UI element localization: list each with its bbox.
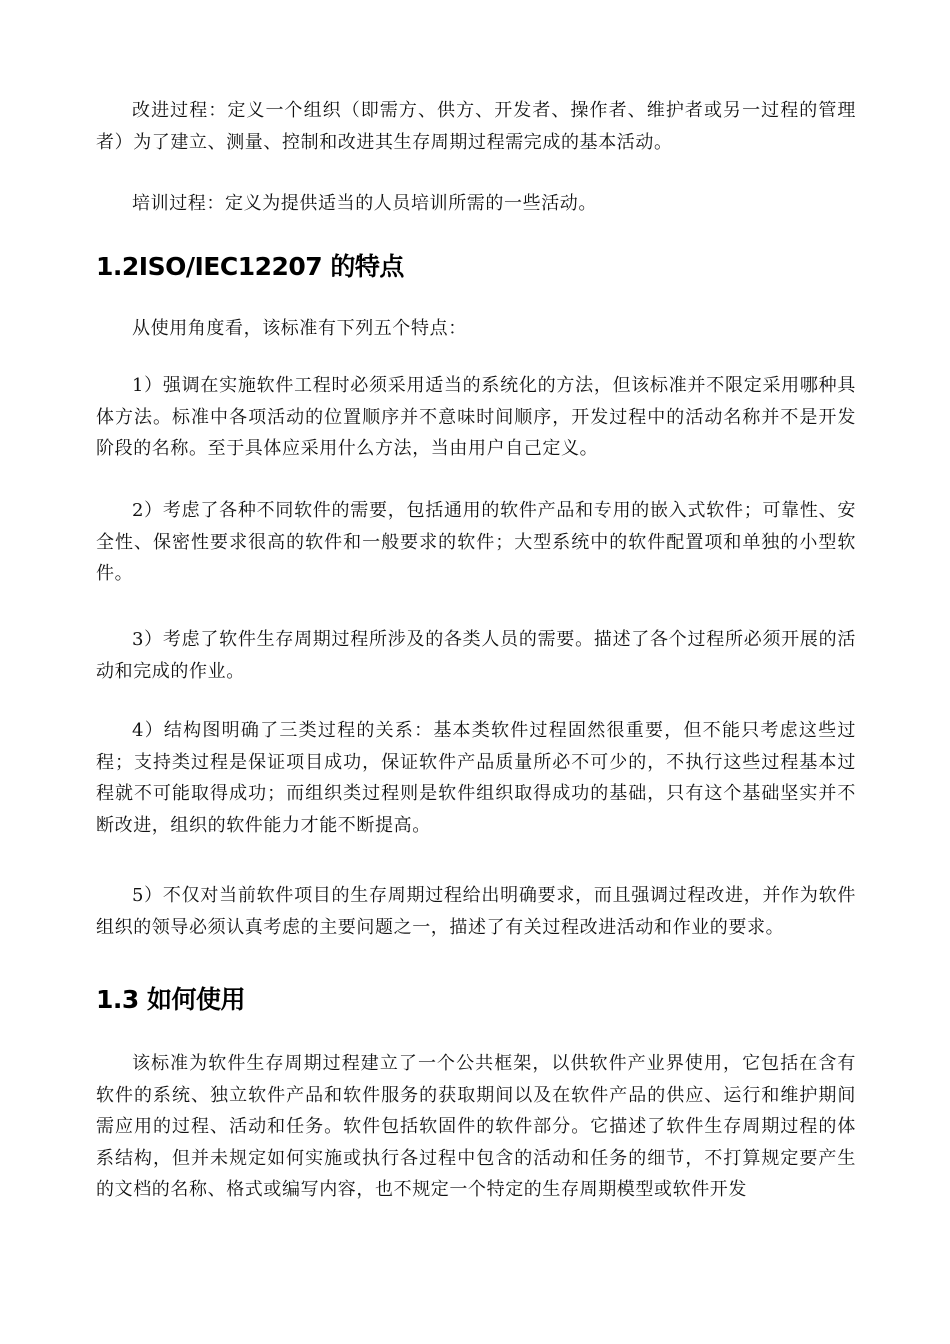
paragraph-point-3: 3）考虑了软件生存周期过程所涉及的各类人员的需要。描述了各个过程所必须开展的活动和完成的作业。 — [96, 629, 856, 682]
section-heading-1-3: 1.3 如何使用 — [96, 985, 245, 1014]
section-heading-1-2: 1.2ISO/IEC12207 的特点 — [96, 252, 404, 281]
paragraph-point-1: 1）强调在实施软件工程时必须采用适当的系统化的方法，但该标准并不限定采用哪种具体方法。标准中各项活动的位置顺序并不意味时间顺序，开发过程中的活动名称并不是开发阶段的名称。至于具体应采用什么方法，当由用户自己定义。 — [96, 375, 856, 460]
paragraph-improvement-process: 改进过程：定义一个组织（即需方、供方、开发者、操作者、维护者或另一过程的管理者）为了建立、测量、控制和改进其生存周期过程需完成的基本活动。 — [96, 100, 856, 153]
paragraph-how-to-use: 该标准为软件生存周期过程建立了一个公共框架，以供软件产业界使用，它包括在含有软件的系统、独立软件产品和软件服务的获取期间以及在软件产品的供应、运行和维护期间需应用的过程、活动和任务。软件包括软固件的软件部分。它描述了软件生存周期过程的体系结构，但并未规定如何实施或执行各过程中包含的活动和任务的细节，不打算规定要产生的文档的名称、格式或编写内容，也不规定一个特定的生存周期模型或软件开发 — [96, 1053, 856, 1201]
paragraph-point-4: 4）结构图明确了三类过程的关系：基本类软件过程固然很重要，但不能只考虑这些过程；支持类过程是保证项目成功，保证软件产品质量所必不可少的，不执行这些过程基本过程就不可能取得成功；而组织类过程则是软件组织取得成功的基础，只有这个基础坚实并不断改进，组织的软件能力才能不断提高。 — [96, 720, 856, 836]
paragraph-intro: 从使用角度看，该标准有下列五个特点： — [132, 318, 467, 339]
paragraph-training-process: 培训过程：定义为提供适当的人员培训所需的一些活动。 — [132, 193, 597, 214]
paragraph-point-5: 5）不仅对当前软件项目的生存周期过程给出明确要求，而且强调过程改进，并作为软件组织的领导必须认真考虑的主要问题之一，描述了有关过程改进活动和作业的要求。 — [96, 885, 856, 938]
paragraph-point-2: 2）考虑了各种不同软件的需要，包括通用的软件产品和专用的嵌入式软件；可靠性、安全性、保密性要求很高的软件和一般要求的软件；大型系统中的软件配置项和单独的小型软件。 — [96, 500, 856, 585]
